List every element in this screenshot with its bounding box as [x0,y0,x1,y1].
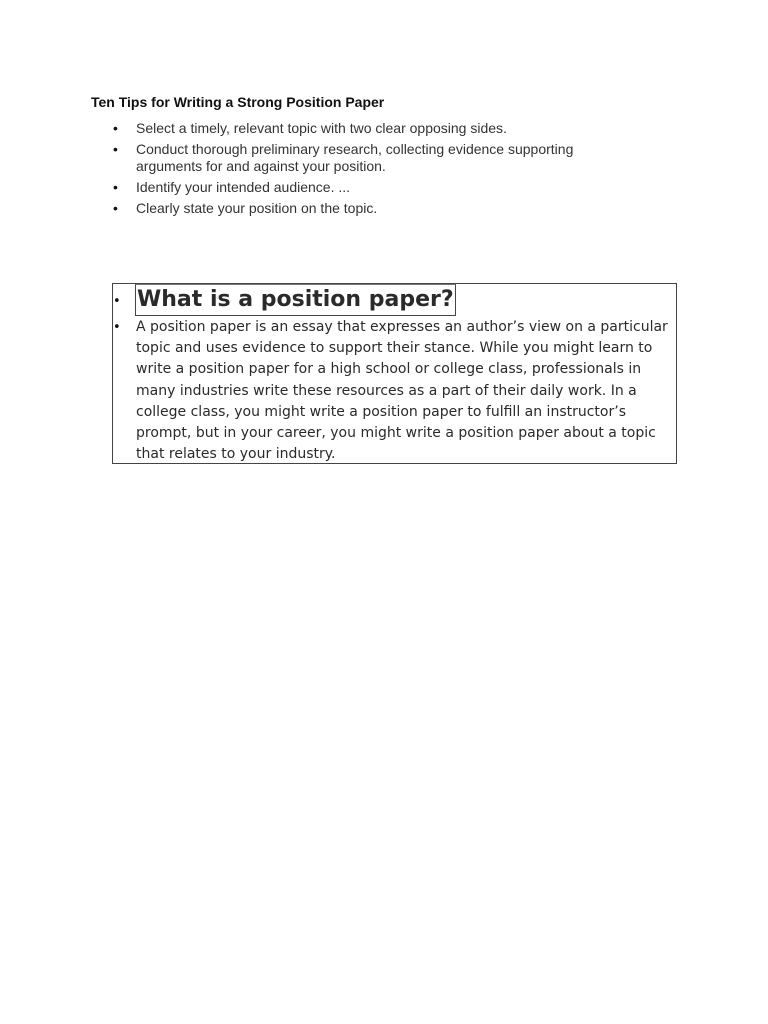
tips-list [91,120,631,221]
tip-text: Conduct thorough preliminary research, collecting evidence supporting arguments for and against your position. [136,141,574,174]
list-item [91,200,631,217]
tip-text: Select a timely, relevant topic with two clear opposing sides. [136,120,507,136]
definition-box [112,283,677,464]
list-item [91,120,631,137]
box-paragraph: A position paper is an essay that expresses an author’s view on a particular topic and uses evidence to support their stance. While you might learn to write a position paper for a high school or college class, professionals in many industries write these resources as a part of their daily work. In a college class, you might write a position paper to fulfill an instructor’s prompt, but in your career, you might write a position paper about a topic that relates to your industry. [136,319,668,463]
bullet-icon: • [113,141,118,157]
bullet-icon: • [113,200,118,216]
list-item [91,179,631,196]
bullet-icon: • [113,179,118,195]
tip-text: Clearly state your position on the topic. [136,200,378,216]
tip-text: Identify your intended audience. ... [136,179,351,195]
bullet-icon: • [113,320,121,335]
bullet-icon: • [113,294,121,309]
bullet-icon: • [113,120,118,136]
list-item [91,141,631,175]
heading-frame [135,284,456,316]
box-heading: What is a position paper? [137,287,454,312]
section-title: Ten Tips for Writing a Strong Position Paper [91,94,385,110]
